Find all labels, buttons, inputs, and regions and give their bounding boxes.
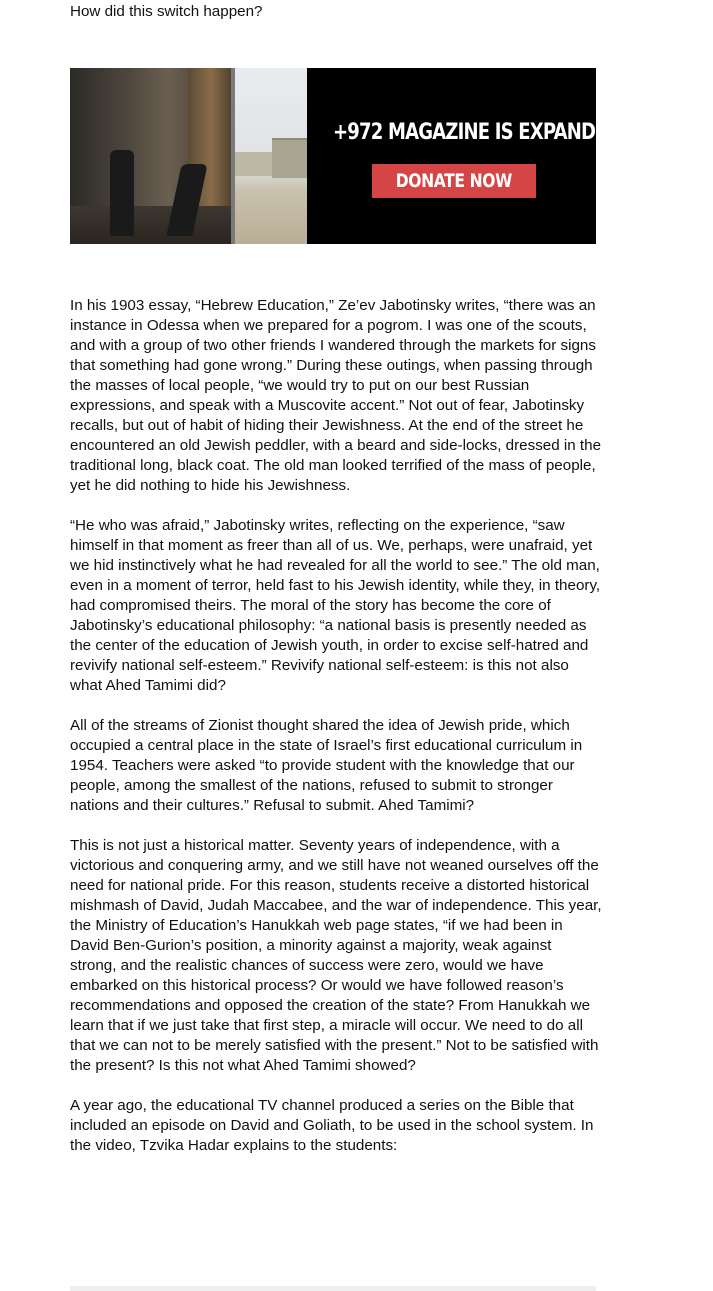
photo-divider (231, 68, 235, 244)
paragraph-2: “He who was afraid,” Jabotinsky writes, reflecting on the experience, “saw himself in that moment as freer than all of us. We, perhaps, were unafraid, yet we hid instinctively what he had revealed for all the world to see.” The old man, even in a moment of terror, held fast to his Jewish identity, while they, in theory, had compromised theirs. The moral of the story has become the core of Jabotinsky’s educational philosophy: “a national basis is presently needed as the center of the education of Jewish youth, in order to excise self-hatred and revivify national self-esteem.” Revivify national self-esteem: is this not also what Ahed Tamimi did? (70, 517, 601, 694)
person-figure-standing (110, 150, 134, 236)
lead-question: How did this switch happen? (70, 3, 263, 20)
article-content (70, 0, 600, 22)
banner-photo-left (70, 68, 234, 244)
donation-banner[interactable] (70, 68, 630, 244)
donate-button-label: DONATE NOW (395, 170, 513, 192)
banner-photo-right (234, 68, 307, 244)
paragraph-4: This is not just a historical matter. Seventy years of independence, with a victorious and conquering army, and we still have not weaned ourselves off the need for national pride. For this reason, students receive a distorted historical mishmash of David, Judah Maccabee, and the war of independence. This year, the Ministry of Education’s Hanukkah web page states, “if we had been in David Ben-Gurion’s position, a minority against a majority, weak against strong, and the realistic chances of success were zero, would we have embarked on this historical process? Or would we have followed reason’s recommendations and opposed the creation of the state? From Hanukkah we learn that if we just take that first step, a miracle will occur. We need to do all that we can not to be merely satisfied with the present.” Not to be satisfied with the present? Is this not what Ahed Tamimi showed? (70, 837, 602, 1074)
donate-button[interactable] (372, 164, 536, 198)
banner-title: +972 MAGAZINE IS EXPANDING (333, 120, 630, 145)
ground (70, 206, 234, 244)
concrete-barrier (272, 138, 307, 178)
paragraph-1: In his 1903 essay, “Hebrew Education,” Ze’ev Jabotinsky writes, “there was an instance in Odessa when we prepared for a pogrom. I was one of the scouts, and with a group of two other friends I wandered through the markets for signs that something had gone wrong.” During these outings, when passing through the masses of local people, “we would try to put on our best Russian expressions, and speak with a Muscovite accent.” Not out of fear, Jabotinsky recalls, but out of habit of hiding their Jewishness. At the end of the street he encountered an old Jewish peddler, with a beard and side-locks, dressed in the traditional long, black coat. The old man looked terrified of the mass of people, yet he did nothing to hide his Jewishness. (70, 297, 602, 494)
paragraph-5: A year ago, the educational TV channel produced a series on the Bible that included an episode on David and Goliath, to be used in the school system. In the video, Tzvika Hadar explains to the students: (70, 1097, 594, 1154)
concrete-barrier-low (234, 152, 274, 176)
embed-placeholder-edge (70, 1286, 596, 1291)
article-body (70, 296, 602, 1176)
paragraph-3: All of the streams of Zionist thought shared the idea of Jewish pride, which occupied a central place in the state of Israel’s first educational curriculum in 1954. Teachers were asked “to provide student with the knowledge that our people, among the smallest of the nations, refused to submit to stronger nations and their cultures.” Refusal to submit. Ahed Tamimi? (70, 717, 583, 814)
